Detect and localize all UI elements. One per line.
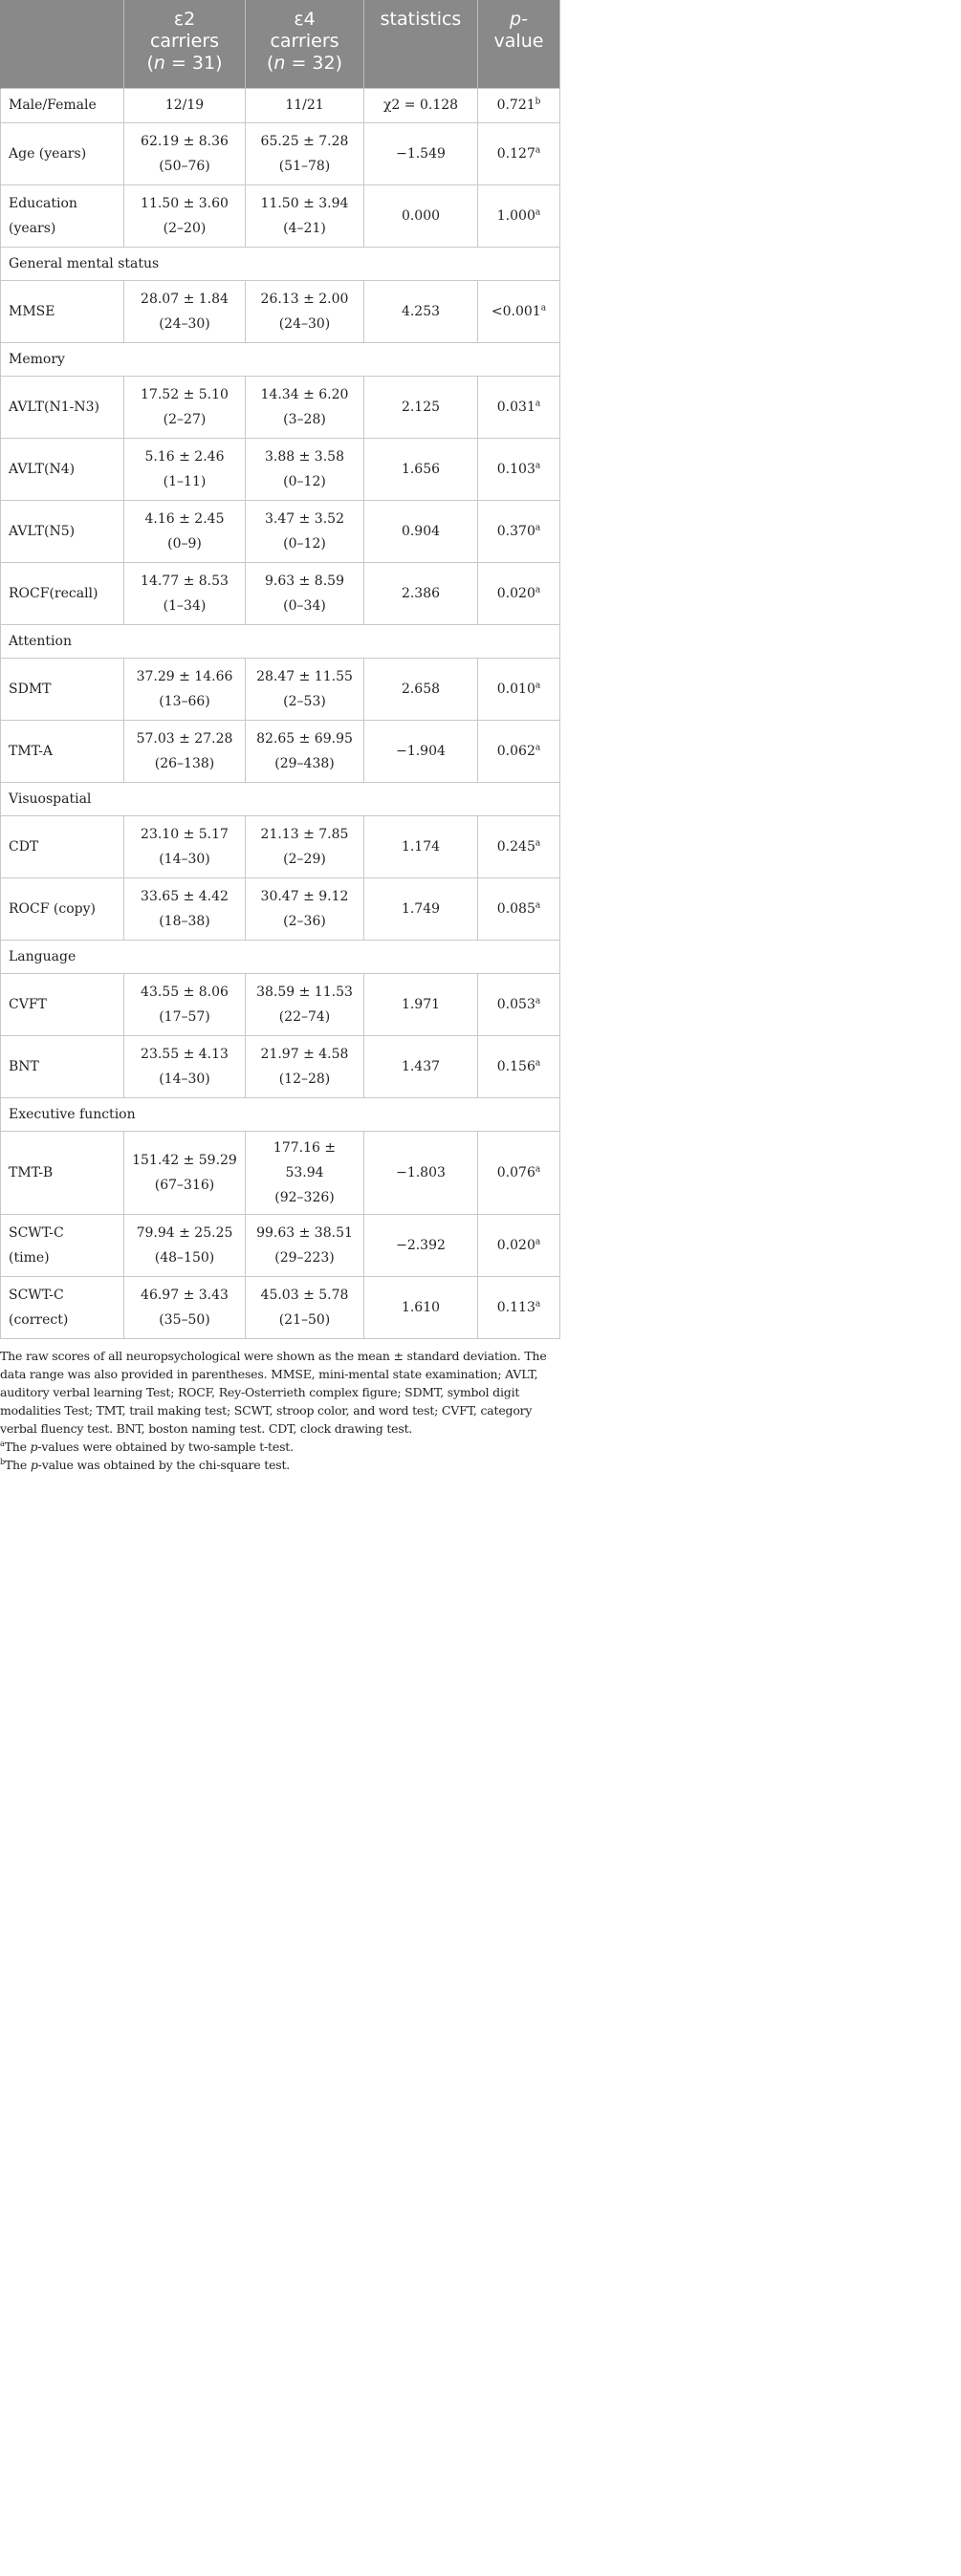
section-row xyxy=(1,940,560,973)
p-value: <0.001$^a$ xyxy=(478,280,560,342)
section-label: General mental status xyxy=(1,247,560,280)
table-footnotes xyxy=(0,1347,559,1474)
e4-value: 38.59 ± 11.53 (22–74) xyxy=(246,973,364,1035)
table-row xyxy=(1,280,560,342)
p-value: 0.031$^a$ xyxy=(478,376,560,438)
footnote-mark: a xyxy=(535,398,541,408)
p-value: 0.062$^a$ xyxy=(478,720,560,782)
table-row xyxy=(1,1131,560,1214)
e4-value: 3.88 ± 3.58 (0–12) xyxy=(246,438,364,500)
table-row xyxy=(1,438,560,500)
e2-value: 23.55 ± 4.13 (14–30) xyxy=(124,1035,246,1097)
measure-name: AVLT(N5) xyxy=(1,500,124,562)
header-e4-carriers: ε4 carriers (n = 32) xyxy=(246,0,364,88)
section-row xyxy=(1,782,560,815)
e2-value: 14.77 ± 8.53 (1–34) xyxy=(124,562,246,624)
table-row xyxy=(1,720,560,782)
e4-value: 65.25 ± 7.28 (51–78) xyxy=(246,122,364,184)
statistic-value: 1.610 xyxy=(364,1276,478,1338)
statistic-value: 2.658 xyxy=(364,658,478,720)
p-value: 0.103$^a$ xyxy=(478,438,560,500)
table-row xyxy=(1,815,560,877)
measure-name: AVLT(N1-N3) xyxy=(1,376,124,438)
p-value: 0.076$^a$ xyxy=(478,1131,560,1214)
statistic-value: 2.125 xyxy=(364,376,478,438)
section-row xyxy=(1,624,560,658)
footnote-mark: a xyxy=(535,1057,541,1068)
footnote-mark: a xyxy=(535,522,541,532)
footnote-b: $^b$The p-value was obtained by the chi-square test. xyxy=(0,1457,291,1472)
measure-name: CDT xyxy=(1,815,124,877)
measure-name: SDMT xyxy=(1,658,124,720)
table-header xyxy=(1,0,560,88)
e2-value: 28.07 ± 1.84 (24–30) xyxy=(124,280,246,342)
footnote-mark: a xyxy=(535,1298,541,1309)
results-table xyxy=(0,0,560,1339)
table-row xyxy=(1,877,560,940)
e2-value: 62.19 ± 8.36 (50–76) xyxy=(124,122,246,184)
p-value: 0.127$^a$ xyxy=(478,122,560,184)
header-e2-n: (n = 31) xyxy=(146,53,223,74)
footnote-main: The raw scores of all neuropsychological were shown as the mean ± standard deviation. The data range was also provided in parentheses. MMSE, mini-mental state examination; AVLT, auditory verbal learning Test; ROCF, Rey-Osterrieth complex figure; SDMT, symbol digit modalities Test; TMT, trail making test; SCWT, stroop color, and word test; CVFT, category verbal fluency test. BNT, boston naming test. CDT, clock drawing test. xyxy=(0,1349,547,1436)
p-value: 0.053$^a$ xyxy=(478,973,560,1035)
statistic-value: χ2 = 0.128 xyxy=(364,88,478,122)
header-e4-n: (n = 32) xyxy=(266,53,343,74)
e4-value: 21.13 ± 7.85 (2–29) xyxy=(246,815,364,877)
table-row xyxy=(1,1276,560,1338)
e4-value: 14.34 ± 6.20 (3–28) xyxy=(246,376,364,438)
e4-value: 21.97 ± 4.58 (12–28) xyxy=(246,1035,364,1097)
table-row xyxy=(1,1214,560,1276)
p-value: 0.020$^a$ xyxy=(478,1214,560,1276)
e4-value: 45.03 ± 5.78 (21–50) xyxy=(246,1276,364,1338)
header-e2-carriers: ε2 carriers (n = 31) xyxy=(124,0,246,88)
table-body xyxy=(1,88,560,1338)
measure-name: Education (years) xyxy=(1,184,124,247)
footnote-mark: a xyxy=(535,1163,541,1174)
e2-value: 11.50 ± 3.60 (2–20) xyxy=(124,184,246,247)
statistic-value: −1.549 xyxy=(364,122,478,184)
e4-value: 26.13 ± 2.00 (24–30) xyxy=(246,280,364,342)
p-value: 0.370$^a$ xyxy=(478,500,560,562)
section-label: Memory xyxy=(1,342,560,376)
measure-name: TMT-B xyxy=(1,1131,124,1214)
statistic-value: −2.392 xyxy=(364,1214,478,1276)
footnote-mark: a xyxy=(535,742,541,752)
p-value: 0.721$^b$ xyxy=(478,88,560,122)
e2-value: 5.16 ± 2.46 (1–11) xyxy=(124,438,246,500)
footnote-mark: a xyxy=(535,680,541,690)
e2-value: 12/19 xyxy=(124,88,246,122)
e2-value: 37.29 ± 14.66 (13–66) xyxy=(124,658,246,720)
e4-value: 177.16 ± 53.94 (92–326) xyxy=(246,1131,364,1214)
table-row xyxy=(1,658,560,720)
p-value: 0.010$^a$ xyxy=(478,658,560,720)
statistic-value: 1.749 xyxy=(364,877,478,940)
footnote-mark: a xyxy=(540,302,547,313)
section-label: Attention xyxy=(1,624,560,658)
e4-value: 11.50 ± 3.94 (4–21) xyxy=(246,184,364,247)
table-row xyxy=(1,562,560,624)
e4-value: 82.65 ± 69.95 (29–438) xyxy=(246,720,364,782)
statistic-value: 4.253 xyxy=(364,280,478,342)
measure-name: MMSE xyxy=(1,280,124,342)
statistic-value: 1.656 xyxy=(364,438,478,500)
measure-name: Age (years) xyxy=(1,122,124,184)
section-label: Visuospatial xyxy=(1,782,560,815)
table-row xyxy=(1,500,560,562)
e2-value: 57.03 ± 27.28 (26–138) xyxy=(124,720,246,782)
e2-value: 151.42 ± 59.29 (67–316) xyxy=(124,1131,246,1214)
table-row xyxy=(1,1035,560,1097)
e2-value: 79.94 ± 25.25 (48–150) xyxy=(124,1214,246,1276)
footnote-mark: a xyxy=(535,144,541,155)
section-label: Language xyxy=(1,940,560,973)
header-p-value: p- value xyxy=(478,0,560,88)
measure-name: BNT xyxy=(1,1035,124,1097)
header-empty-cell xyxy=(1,0,124,88)
footnote-a: $^a$The p-values were obtained by two-sample t-test. xyxy=(0,1439,294,1454)
table-row xyxy=(1,973,560,1035)
e4-value: 3.47 ± 3.52 (0–12) xyxy=(246,500,364,562)
footnote-mark: a xyxy=(535,206,541,217)
statistic-value: 2.386 xyxy=(364,562,478,624)
section-row xyxy=(1,342,560,376)
e4-value: 9.63 ± 8.59 (0–34) xyxy=(246,562,364,624)
e4-value: 11/21 xyxy=(246,88,364,122)
footnote-mark: a xyxy=(535,460,541,470)
footnote-mark: b xyxy=(535,97,541,107)
table-row xyxy=(1,184,560,247)
footnote-mark: a xyxy=(535,1236,541,1246)
table-row xyxy=(1,88,560,122)
p-value: 1.000$^a$ xyxy=(478,184,560,247)
e2-value: 4.16 ± 2.45 (0–9) xyxy=(124,500,246,562)
p-value: 0.113$^a$ xyxy=(478,1276,560,1338)
footnote-mark: a xyxy=(535,584,541,595)
section-label: Executive function xyxy=(1,1097,560,1131)
measure-name: SCWT-C (correct) xyxy=(1,1276,124,1338)
e2-value: 46.97 ± 3.43 (35–50) xyxy=(124,1276,246,1338)
statistic-value: 0.904 xyxy=(364,500,478,562)
e2-value: 33.65 ± 4.42 (18–38) xyxy=(124,877,246,940)
statistic-value: −1.904 xyxy=(364,720,478,782)
statistic-value: 1.174 xyxy=(364,815,478,877)
measure-name: TMT-A xyxy=(1,720,124,782)
section-row xyxy=(1,1097,560,1131)
measure-name: CVFT xyxy=(1,973,124,1035)
table-row xyxy=(1,376,560,438)
table-row xyxy=(1,122,560,184)
measure-name: Male/Female xyxy=(1,88,124,122)
statistic-value: −1.803 xyxy=(364,1131,478,1214)
measure-name: ROCF(recall) xyxy=(1,562,124,624)
measure-name: SCWT-C (time) xyxy=(1,1214,124,1276)
p-value: 0.156$^a$ xyxy=(478,1035,560,1097)
statistic-value: 0.000 xyxy=(364,184,478,247)
statistic-value: 1.971 xyxy=(364,973,478,1035)
section-row xyxy=(1,247,560,280)
p-value: 0.085$^a$ xyxy=(478,877,560,940)
e2-value: 23.10 ± 5.17 (14–30) xyxy=(124,815,246,877)
footnote-mark: a xyxy=(535,995,541,1006)
p-value: 0.020$^a$ xyxy=(478,562,560,624)
e2-value: 17.52 ± 5.10 (2–27) xyxy=(124,376,246,438)
e4-value: 30.47 ± 9.12 (2–36) xyxy=(246,877,364,940)
e4-value: 99.63 ± 38.51 (29–223) xyxy=(246,1214,364,1276)
footnote-mark: a xyxy=(535,837,541,848)
p-value: 0.245$^a$ xyxy=(478,815,560,877)
footnote-mark: a xyxy=(535,899,541,910)
e4-value: 28.47 ± 11.55 (2–53) xyxy=(246,658,364,720)
header-statistics: statistics xyxy=(364,0,478,88)
measure-name: ROCF (copy) xyxy=(1,877,124,940)
e2-value: 43.55 ± 8.06 (17–57) xyxy=(124,973,246,1035)
statistic-value: 1.437 xyxy=(364,1035,478,1097)
measure-name: AVLT(N4) xyxy=(1,438,124,500)
